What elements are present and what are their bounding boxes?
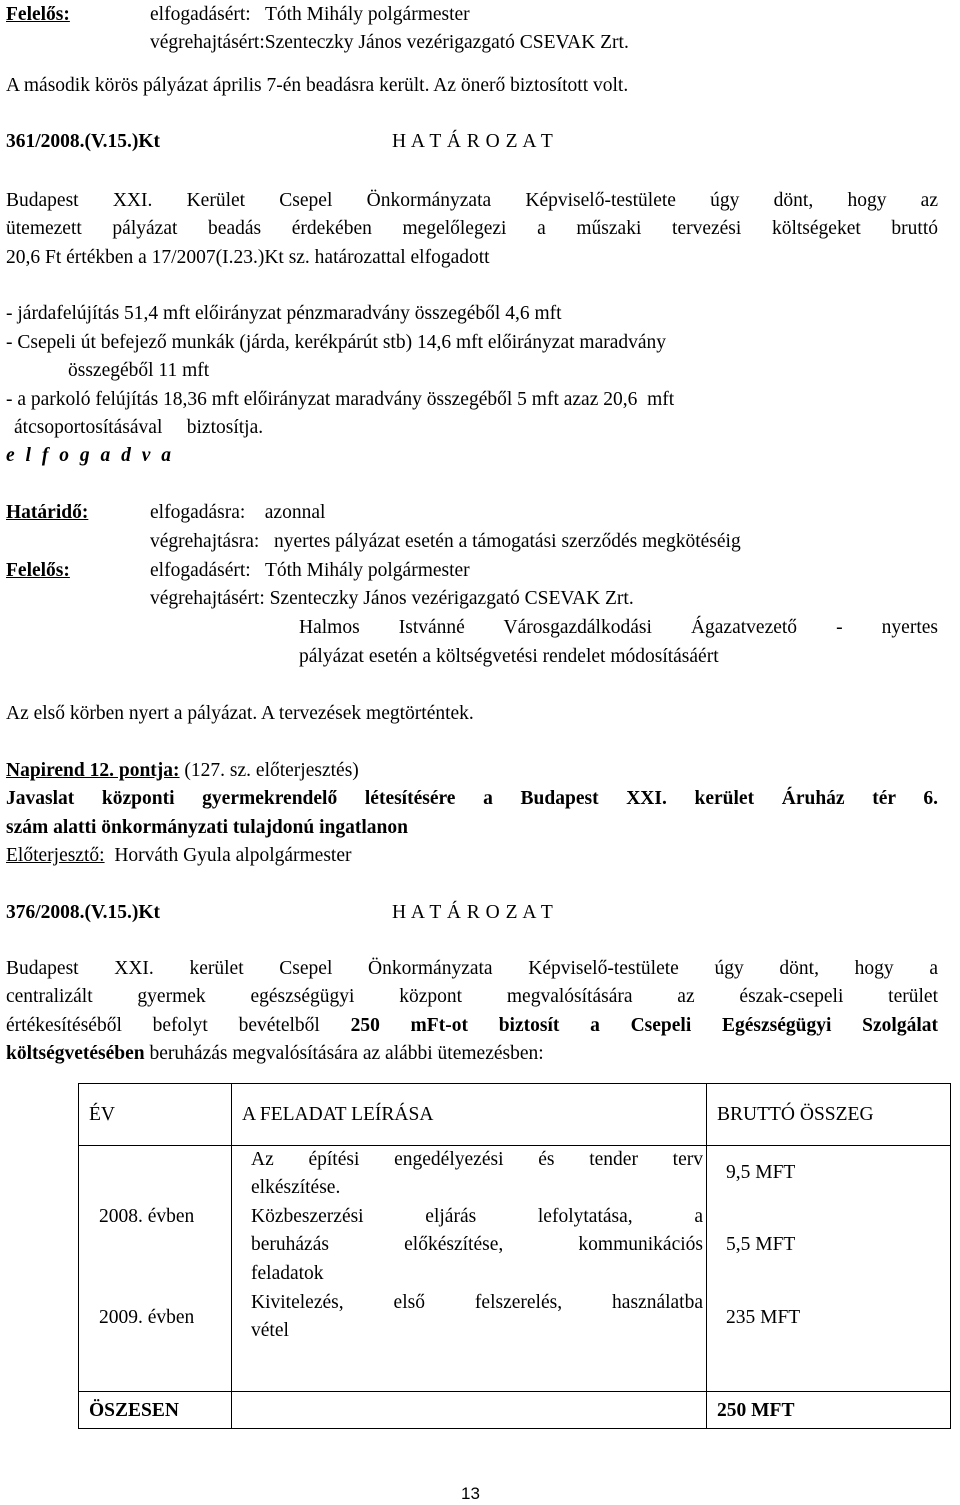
adopted-mark: e l f o g a d v a (6, 445, 174, 466)
task-text: feladatok (251, 1263, 324, 1284)
task-text: Az építési engedélyezési és tender terv (251, 1149, 703, 1170)
resolution-body-line: Budapest XXI. Kerület Csepel Önkormányzata Képviselő-testülete úgy dönt, hogy az (6, 190, 938, 211)
list-item: - járdafelújítás 51,4 mft előirányzat pénzmaradvány összegéből 4,6 mft (6, 303, 562, 324)
table-header-cell: A FELADAT LEÍRÁSA (232, 1084, 707, 1146)
status-note: A második körös pályázat április 7-én beadásra került. Az önerő biztosított volt. (6, 75, 629, 96)
responsible-extra: Halmos Istvánné Városgazdálkodási Ágazatvezető - nyertes (299, 617, 938, 638)
presenter-line (6, 841, 351, 870)
list-item-continuation: átcsoportosításával biztosítja. (14, 417, 264, 438)
resolution-body-line: ütemezett pályázat beadás érdekében megelőlegezi a műszaki tervezési költségeket bruttó (6, 218, 938, 239)
status-note: Az első körben nyert a pályázat. A tervezések megtörténtek. (6, 703, 474, 724)
resolution-number: 361/2008.(V.15.)Kt (6, 131, 161, 152)
amount-value: 9,5 MFT (726, 1162, 796, 1183)
responsible-exec: végrehajtásért: Szenteczky János vezérigazgató CSEVAK Zrt. (150, 588, 634, 609)
task-cell (232, 1146, 707, 1392)
deadline-exec: végrehajtásra: nyertes pályázat esetén a támogatási szerződés megkötéséig (150, 531, 741, 552)
responsible-label: Felelős: (6, 4, 70, 25)
resolution-heading: H A T Á R O Z A T (392, 131, 554, 152)
resolution-heading: H A T Á R O Z A T (392, 902, 554, 923)
total-label: ÖSZESEN (79, 1392, 232, 1429)
amount-value: 235 MFT (726, 1307, 801, 1328)
resolution-body-bold: költségvetésében (6, 1043, 145, 1064)
resolution-body-line (6, 1039, 544, 1068)
year-cell (79, 1146, 232, 1392)
task-text: Közbeszerzési eljárás lefolytatása, a (251, 1206, 703, 1227)
table-header-cell: BRUTTÓ ÖSSZEG (707, 1084, 951, 1146)
table-header-cell: ÉV (79, 1084, 232, 1146)
task-text: elkészítése. (251, 1177, 341, 1198)
resolution-body-line: centralizált gyermek egészségügyi központ megvalósítására az észak-csepeli terület (6, 986, 938, 1007)
table-total-row (79, 1392, 951, 1429)
total-amount: 250 MFT (707, 1392, 951, 1429)
list-item: - Csepeli út befejező munkák (járda, kerékpárút stb) 14,6 mft előirányzat maradvány (6, 332, 667, 353)
budget-table (78, 1083, 951, 1429)
responsible-accept-line: elfogadásért: Tóth Mihály polgármester (150, 4, 470, 25)
agenda-item-line (6, 756, 359, 785)
amount-value: 5,5 MFT (726, 1234, 796, 1255)
responsible-accept: elfogadásért: Tóth Mihály polgármester (150, 560, 470, 581)
list-item: - a parkoló felújítás 18,36 mft előirányzat maradvány összegéből 5 mft azaz 20,6 mft (6, 389, 675, 410)
total-empty-cell (232, 1392, 707, 1429)
agenda-item-label: Napirend 12. pontja: (6, 760, 180, 781)
table-row (79, 1146, 951, 1392)
page-number: 13 (461, 1484, 480, 1503)
agenda-item-ref: (127. sz. előterjesztés) (179, 760, 359, 781)
resolution-body-line (6, 1011, 938, 1040)
table-header-row (79, 1084, 951, 1146)
resolution-body-line: Budapest XXI. kerület Csepel Önkormányzata Képviselő-testülete úgy dönt, hogy a (6, 958, 938, 979)
resolution-number: 376/2008.(V.15.)Kt (6, 902, 161, 923)
resolution-body-text: beruházás megvalósítására az alábbi ütemezésben: (144, 1043, 544, 1064)
task-text: vétel (251, 1320, 289, 1341)
presenter-name: Horváth Gyula alpolgármester (104, 845, 352, 866)
resolution-body-bold: 250 mFt-ot biztosít a Csepeli Egészségügyi Szolgálat (350, 1015, 938, 1036)
resolution-body-text: értékesítéséből befolyt bevételből (6, 1015, 351, 1036)
responsible-label: Felelős: (6, 560, 70, 581)
responsible-exec-line: végrehajtásért:Szenteczky János vezérigazgató CSEVAK Zrt. (150, 32, 629, 53)
deadline-accept: elfogadásra: azonnal (150, 502, 326, 523)
amount-cell (707, 1146, 951, 1392)
list-item-continuation: összegéből 11 mft (68, 360, 210, 381)
year-2009: 2009. évben (99, 1307, 195, 1328)
agenda-title: Javaslat központi gyermekrendelő létesítésére a Budapest XXI. kerület Áruház tér 6. (6, 788, 938, 809)
presenter-label: Előterjesztő: (6, 845, 105, 866)
task-text: Kivitelezés, első felszerelés, használatba (251, 1292, 703, 1313)
task-text: beruházás előkészítése, kommunikációs (251, 1234, 703, 1255)
year-2008: 2008. évben (99, 1206, 195, 1227)
agenda-title: szám alatti önkormányzati tulajdonú ingatlanon (6, 817, 408, 838)
deadline-label: Határidő: (6, 502, 89, 523)
resolution-body-line: 20,6 Ft értékben a 17/2007(I.23.)Kt sz. határozattal elfogadott (6, 247, 490, 268)
responsible-extra: pályázat esetén a költségvetési rendelet módosításáért (299, 646, 719, 667)
